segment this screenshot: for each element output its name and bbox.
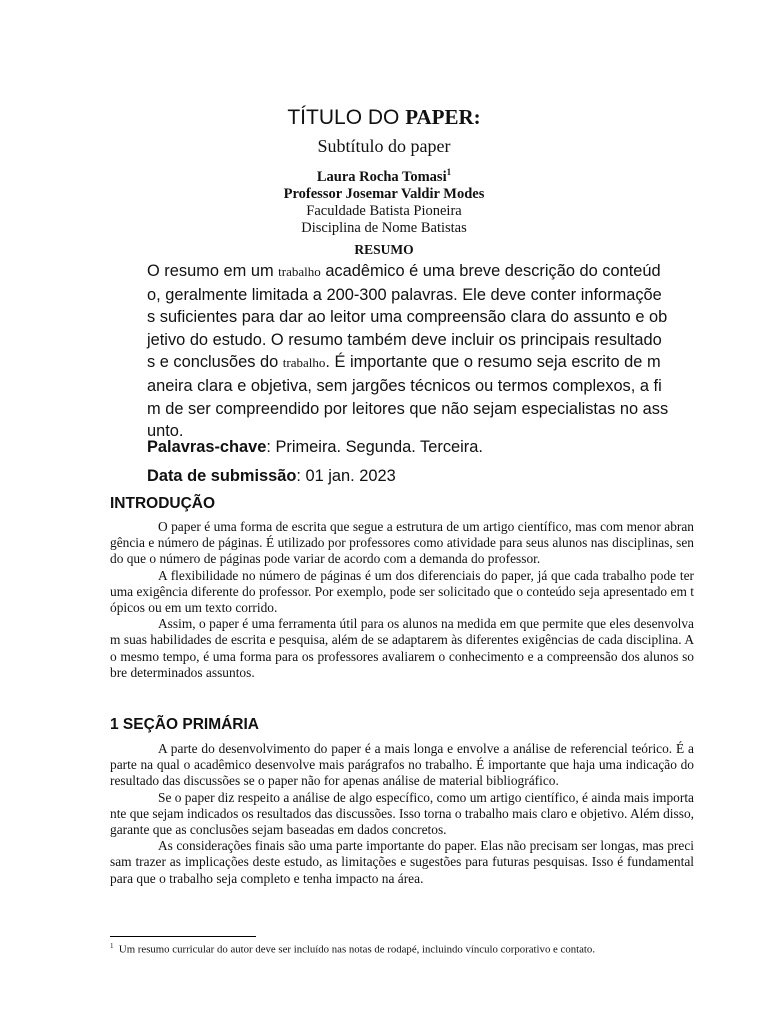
author-footnote-mark: 1 [446, 167, 452, 177]
paragraph: A flexibilidade no número de páginas é um dos diferenciais do paper, já que cada trabalho pode ter uma exigência diferente do professor. Por exemplo, pode ser solicitado que o conteúdo seja apresentado em tópicos ou em um texto corrido. [110, 567, 694, 616]
footnote-mark: 1 [110, 942, 114, 950]
section1-body [110, 741, 694, 887]
keywords-value: : Primeira. Segunda. Terceira. [266, 438, 483, 456]
introduction-heading: INTRODUÇÃO [110, 495, 216, 512]
paragraph: Se o paper diz respeito a análise de algo específico, como um artigo científico, é ainda mais importante que sejam indicados os resultados das discussões. Isso torna o trabalho mais claro e objetivo. Além disso, garante que as conclusões sejam baseadas em dados concretos. [110, 789, 694, 838]
abstract-segment-small: trabalho [278, 264, 321, 279]
keywords-line [147, 436, 483, 458]
footnote-text: Um resumo curricular do autor deve ser incluído nas notas de rodapé, incluindo vínculo corporativo e contato. [118, 943, 596, 956]
paragraph: Assim, o paper é uma ferramenta útil para os alunos na medida em que permite que eles desenvolvam suas habilidades de escrita e pesquisa, além de se adaptarem às diferentes exigências de cada disciplina. Ao mesmo tempo, é uma forma para os professores avaliarem o conhecimento e a compreensão dos alunos sobre determinados assuntos. [110, 616, 694, 680]
submission-date-label: Data de submissão [147, 467, 297, 485]
title-block [0, 104, 768, 260]
footnote-separator [110, 936, 256, 937]
abstract-segment: acadêmico é uma breve descrição do conteúdo, geralmente limitada a 200-300 palavras. Ele deve conter informações suficientes para dar ao leitor uma compreensão clara do assunto e objetivo do estudo. O resumo também deve incluir os principais resultados e conclusões do [147, 262, 668, 372]
paper-subtitle: Subtítulo do paper [317, 136, 451, 156]
section1-heading: 1 SEÇÃO PRIMÁRIA [110, 716, 259, 733]
institution: Faculdade Batista Pioneira [306, 202, 462, 219]
advisor-name: Professor Josemar Valdir Modes [283, 185, 485, 202]
author-name-text: Laura Rocha Tomasi [316, 168, 447, 185]
submission-date-line [147, 465, 396, 487]
paper-title [0, 104, 768, 131]
keywords-label: Palavras-chave [147, 438, 267, 456]
abstract-segment: O resumo em um [147, 262, 279, 280]
paragraph: O paper é uma forma de escrita que segue a estrutura de um artigo científico, mas com menor abrangência e número de páginas. É utilizado por professores como atividade para seus alunos nas disciplinas, sendo que o número de páginas pode variar de acordo com a demanda do professor. [110, 519, 694, 567]
author-name [0, 163, 768, 186]
paper-title-part1: TÍTULO DO [287, 106, 406, 129]
paragraph: As considerações finais são uma parte importante do paper. Elas não precisam ser longas, mas precisam trazer as implicações deste estudo, as limitações e sugestões para futuras pesquisas. Isso é fundamental para que o trabalho seja completo e tenha impacto na área. [110, 838, 694, 886]
introduction-body [110, 519, 694, 681]
abstract-segment: . É importante que o resumo seja escrito de maneira clara e objetiva, sem jargões técnicos ou termos complexos, a fim de ser compreendido por leitores que não sejam especialistas no assunto. [147, 353, 669, 441]
submission-date-value: : 01 jan. 2023 [296, 467, 396, 485]
paragraph: A parte do desenvolvimento do paper é a mais longa e envolve a análise de referencial teórico. É a parte na qual o acadêmico desenvolve mais parágrafos no trabalho. É importante que haja uma indicação do resultado das discussões se o paper não for apenas análise de material bibliográfico. [110, 741, 694, 789]
abstract-segment-small: trabalho [282, 355, 326, 371]
footnote [110, 940, 710, 957]
course-name: Disciplina de Nome Batistas [301, 219, 467, 236]
abstract-heading: RESUMO [354, 241, 414, 257]
abstract-text [147, 260, 669, 443]
paper-title-part2: PAPER: [405, 105, 481, 129]
